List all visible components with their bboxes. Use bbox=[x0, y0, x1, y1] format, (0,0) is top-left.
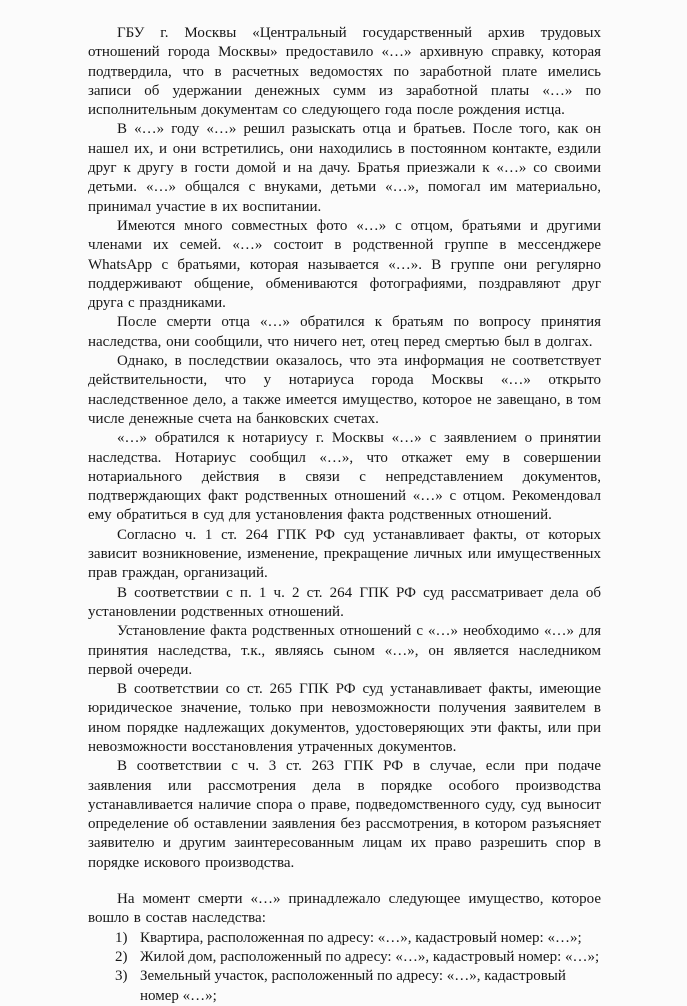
list-item-marker: 3) bbox=[115, 968, 128, 985]
paragraph: В соответствии с ч. 3 ст. 263 ГПК РФ в случае, если при подаче заявления или рассмотрения дела в порядке особого производства устанавливается наличие спора о праве, подведомственного суду, суд выносит определение об оставлении заявления без рассмотрения, в котором разъясняет заявителю и другим заинтересованным лицам их право разрешить спор в порядке искового производства. bbox=[88, 758, 601, 871]
list-item bbox=[88, 948, 601, 967]
paragraph: В соответствии с п. 1 ч. 2 ст. 264 ГПК РФ суд рассматривает дела об установлении родственных отношений. bbox=[88, 584, 601, 620]
list-item-text: Земельный участок, расположенный по адресу: «…», кадастровый номер «…»; bbox=[140, 968, 566, 1004]
paragraph: ГБУ г. Москвы «Центральный государственный архив трудовых отношений города Москвы» предоставило «…» архивную справку, которая подтвердила, что в расчетных ведомостях по заработной плате имелись записи об удержании денежных сумм из заработной платы «…» по исполнительным документам со следующего года после рождения истца. bbox=[88, 25, 601, 119]
paragraph: Имеются много совместных фото «…» с отцом, братьями и другими членами их семей. «…» состоит в родственной группе в мессенджере WhatsApp с братьями, которая называется «…». В группе они регулярно поддерживают общение, обмениваются фотографиями, поздравляют друг друга с праздниками. bbox=[88, 217, 601, 312]
paragraph: Согласно ч. 1 ст. 264 ГПК РФ суд устанавливает факты, от которых зависит возникновение, изменение, прекращение личных или имущественных прав граждан, организаций. bbox=[88, 526, 601, 582]
paragraph: «…» обратился к нотариусу г. Москвы «…» с заявлением о принятии наследства. Нотариус сообщил «…», что откажет ему в совершении нотариального действия в связи с непредставлением документов, подтверждающих факт родственных отношений «…» с отцом. Рекомендовал ему обратиться в суд для установления факта родственных отношений. bbox=[88, 430, 601, 524]
paragraph: В соответствии со ст. 265 ГПК РФ суд устанавливает факты, имеющие юридическое значение, только при невозможности получения заявителем в ином порядке надлежащих документов, удостоверяющих эти факты, или при невозможности восстановления утраченных документов. bbox=[88, 681, 601, 755]
paragraph: После смерти отца «…» обратился к братьям по вопросу принятия наследства, они сообщили, что ничего нет, отец перед смертью был в долгах. bbox=[88, 314, 601, 350]
list-item bbox=[88, 967, 601, 1006]
list-item-marker: 1) bbox=[115, 929, 128, 946]
paragraph: В «…» году «…» решил разыскать отца и братьев. После того, как он нашел их, и они встретились, они находились в постоянном контакте, ездили друг к другу в гости домой и на дачу. Братья приезжали к «…» со своими детьми. «…» общался с внуками, детьми «…», помогал им материально, принимал участие в их воспитании. bbox=[88, 121, 601, 215]
paragraphs-container bbox=[88, 24, 601, 873]
list-item-marker: 2) bbox=[115, 948, 128, 965]
paragraph: Установление факта родственных отношений с «…» необходимо «…» для принятия наследства, т.к., являясь сыном «…», он является наследником первой очереди. bbox=[88, 623, 601, 678]
paragraph: Однако, в последствии оказалось, что эта информация не соответствует действительности, что у нотариуса города Москвы «…» открыто наследственное дело, а также имеется имущество, которое не завещано, в том числе денежные счета на банковских счетах. bbox=[88, 353, 601, 427]
list-item-text: Жилой дом, расположенный по адресу: «…», кадастровый номер: «…»; bbox=[140, 948, 600, 965]
property-intro-paragraph: На момент смерти «…» принадлежало следующее имущество, которое вошло в состав наследства: bbox=[88, 891, 601, 927]
list-item bbox=[88, 929, 601, 948]
list-item-text: Квартира, расположенная по адресу: «…», кадастровый номер: «…»; bbox=[140, 929, 582, 946]
property-list bbox=[88, 929, 601, 1006]
